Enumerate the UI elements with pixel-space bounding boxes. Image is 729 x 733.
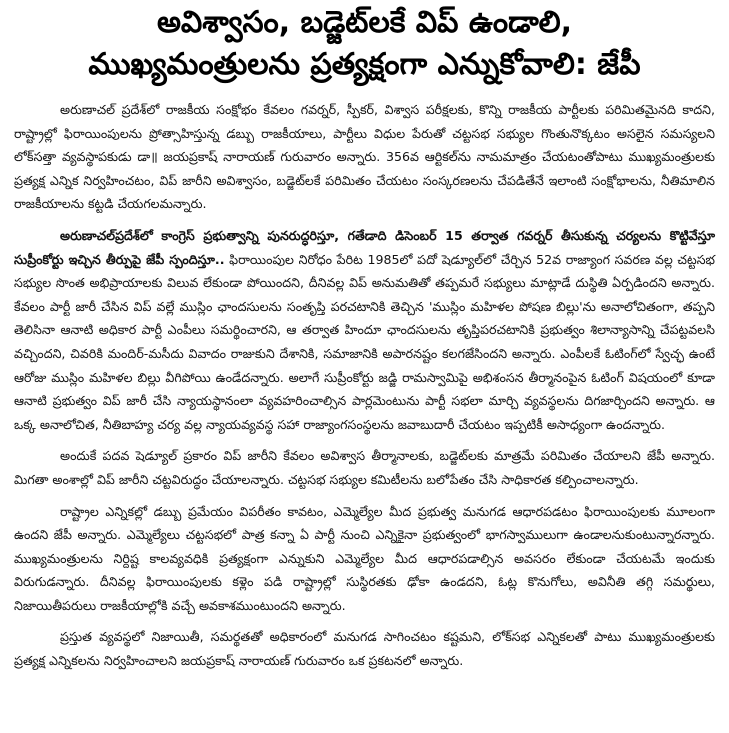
article-paragraph-1: అరుణాచల్ ప్రదేశ్‌లో రాజకీయ సంక్షోభం కేవలం గవర్నర్, స్పీకర్, విశ్వాస పరీక్షలకు, కొన్ని రాజకీయ పార్టీలకు పరిమితమైనది కాదని, రాష్ట్రాల్లో ఫిరాయింపులను ప్రోత్సాహిస్తున్న డబ్బు రాజకీయాలు, పార్టీలు విధుల పేరుతో చట్టసభ సభ్యుల గొంతునొక్కటం అసలైన సమస్యలని లోక్‌సత్తా వ్యవస్థాపకుడు డా॥ జయప్రకాష్ నారాయణ్ గురువారం అన్నారు. 356వ ఆర్టికల్‌ను నామమాత్రం చేయటంతోపాటు ముఖ్యమంత్రులకు ప్రత్యక్ష ఎన్నిక నిర్వహించటం, విప్ జారీని అవిశ్వాసం, బడ్జెట్‌లకే పరిమితం చేయటం సంస్కరణలను చేపడితేనే ఇలాంటి సంక్షోభాలను, నీతిమాలిన రాజకీయాలను కట్టడి చేయగలమన్నారు. — [14, 102, 715, 212]
article-paragraph-5: ప్రస్తుత వ్యవస్థలో నిజాయితీ, సమర్థతతో అధికారంలో మనుగడ సాగించటం కష్టమని, లోక్‌సభ ఎన్నికలతో పాటు ముఖ్యమంత్రులకు ప్రత్యక్ష ఎన్నికలను నిర్వహించాలని జయప్రకాష్ నారాయణ్ గురువారం ఒక ప్రకటనలో అన్నారు. — [14, 629, 715, 669]
paragraph-2-lead: అరుణాచల్‌ప్రదేశ్‌లో కాంగ్రెస్ ప్రభుత్వాన్ని పునరుద్ధరిస్తూ, గతేడాది డిసెంబర్ 15 తర్వాత గవర్నర్ తీసుకున్న చర్యలను కొట్టివేస్తూ సుప్రీంకోర్టు ఇచ్చిన తీర్పుపై జేపీ స్పందిస్తూ.. — [14, 227, 715, 267]
article-paragraph-2 — [14, 224, 715, 436]
article-paragraph-4: రాష్ట్రాల ఎన్నికల్లో డబ్బు ప్రమేయం విపరీతం కావటం, ఎమ్మెల్యేల మీద ప్రభుత్వ మనుగడ ఆధారపడటం ఫిరాయింపులకు మూలంగా ఉందని జేపీ అన్నారు. ఎమ్మెల్యేలు చట్టసభలో పాత్ర కన్నా ఏ పార్టీ నుంచి ఎన్నికైనా ప్రభుత్వంలో భాగస్వాములుగా ఉండాలనుకుంటున్నారన్నారు. ముఖ్యమంత్రులను నిర్దిష్ట కాలవ్యవధికి ప్రత్యక్షంగా ఎన్నుకుని ఎమ్మెల్యేల మీద ఆధారపడాల్సిన అవసరం లేకుండా చేయటమే ఇందుకు విరుగుడన్నారు. దీనివల్ల ఫిరాయింపులకు కళ్లెం పడి రాష్ట్రాల్లో సుస్థిరతకు ఢోకా ఉండదని, ఓట్ల కొనుగోలు, అవినీతి తగ్గి సమర్థులు, నిజాయితీపరులు రాజకీయాల్లోకి వచ్చే అవకాశముంటుందని అన్నారు. — [14, 503, 715, 613]
headline-line-1: అవిశ్వాసం, బడ్జెట్‌లకే విప్ ఉండాలి, — [156, 5, 573, 40]
article-headline — [14, 2, 715, 86]
article-paragraph-3: అందుకే పదవ షెడ్యూల్ ప్రకారం విప్ జారీని కేవలం అవిశ్వాస తీర్మానాలకు, బడ్జెట్‌లకు మాత్రమే పరిమితం చేయాలని జేపీ అన్నారు. మిగతా అంశాల్లో విప్ జారీని చట్టవిరుద్ధం చేయాలన్నారు. చట్టసభ సభ్యుల కమిటీలను బలోపేతం చేసి సాధికారత కల్పించాలన్నారు. — [14, 448, 715, 487]
paragraph-2-body: ఫిరాయింపుల నిరోధం పేరిట 1985లో పదో షెడ్యూల్‌లో చేర్చిన 52వ రాజ్యాంగ సవరణ వల్ల చట్టసభ సభ్యుల సొంత అభిప్రాయాలకు విలువ లేకుండా పోయిందని, దీనివల్ల విప్ అనుమతితో తప్పమరే సభ్యులు మాట్లాడే దుస్థితి ఏర్పడిందని అన్నారు. కేవలం పార్టీ జారీ చేసిన విప్ వల్లే ముస్లిం ఛాందసులను సంతృప్తి పరచటానికి తెచ్చిన 'ముస్లిం మహిళల పోషణ బిల్లు'ను అనాలోచితంగా, తప్పని తెలిసినా ఆనాటి అధికార పార్టీ ఎంపీలు సమర్థించారని, ఆ తర్వాత హిందూ ఛాందసులను తృప్తిపరచటానికి ప్రభుత్వం శిలాన్యాసాన్ని చేపట్టవలసి వచ్చిందని, చివరికి మందిర్-మసీదు వివాదం రాజుకుని దేశానికి, సమాజానికి అపారనష్టం కలగజేసిందని అన్నారు. ఎంపీలకే ఓటింగ్‌లో స్వేచ్ఛ ఉంటే ఆరోజు ముస్లిం మహిళల బిల్లు వీగిపోయి ఉండేదన్నారు. అలాగే సుప్రీంకోర్టు జడ్జి రామస్వామిపై అభిశంసన తీర్మానంపైన ఓటింగ్ విషయంలో కూడా ఆనాటి ప్రభుత్వం విప్ జారీ చేసి న్యాయస్థానంలా వ్యవహరించాల్సిన పార్లమెంటును పార్టీ సభలా మార్చి వ్యవస్థలను దిగజార్చిందని అన్నారు. ఆ ఒక్క అనాలోచిత, నీతిబాహ్య చర్య వల్ల న్యాయవ్యవస్థ సహా రాజ్యాంగసంస్థలను జవాబుదారీ చేయటం ఇప్పటికీ అసాధ్యంగా ఉందన్నారు. — [14, 251, 715, 432]
headline-line-2: ముఖ్యమంత్రులను ప్రత్యక్షంగా ఎన్నుకోవాలి: జేపీ — [88, 47, 641, 82]
